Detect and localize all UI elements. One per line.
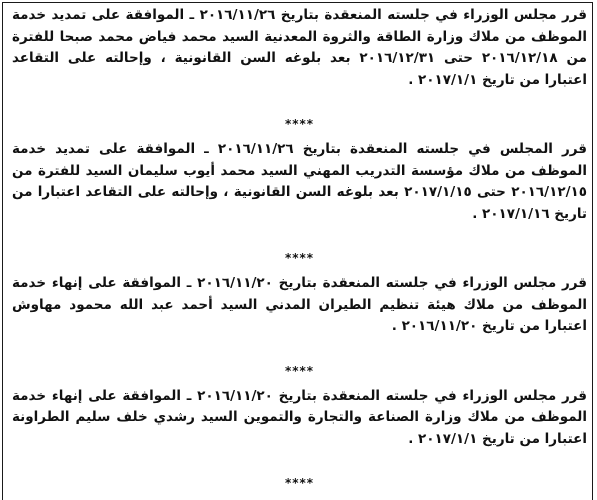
decision-paragraph-1: قرر مجلس الوزراء في جلسته المنعقدة بتاريخ ٢٠١٦/١١/٢٦ ـ الموافقة على تمديد خدمة الموظف من ملاك وزارة الطاقة والثروة المعدنية السيد محمد فياض محمد صبحا للفترة من ٢٠١٦/١٢/١٨ حتى ٢٠١٦/١٢/٣١ بعد بلوغه السن القانونية ، وإحالته على التقاعد اعتبارا من تاريخ ٢٠١٧/١/١ . [12, 7, 588, 88]
decision-paragraph-3: قرر مجلس الوزراء في جلسته المنعقدة بتاريخ ٢٠١٦/١١/٢٠ ـ الموافقة على إنهاء خدمة الموظف من ملاك هيئة تنظيم الطيران المدني السيد أحمد عبد الله محمود مهاوش اعتبارا من تاريخ ٢٠١٦/١١/٢٠ . [12, 275, 588, 334]
decision-paragraph-4: قرر مجلس الوزراء في جلسته المنعقدة بتاريخ ٢٠١٦/١١/٢٠ ـ الموافقة على إنهاء خدمة الموظف من ملاك وزارة الصناعة والتجارة والتموين السيد رشدي خلف سليم الطراونة اعتبارا من تاريخ ٢٠١٧/١/١ . [12, 387, 588, 447]
document-content [12, 5, 587, 490]
separator-3: **** [284, 363, 315, 378]
separator-4: **** [284, 476, 315, 490]
separator-2: **** [284, 251, 315, 265]
decision-paragraph-2: قرر المجلس في جلسته المنعقدة بتاريخ ٢٠١٦/١١/٢٦ ـ الموافقة على تمديد خدمة الموظف من ملاك مؤسسة التدريب المهني السيد محمد أيوب سليمان السيد للفترة من ٢٠١٦/١٢/١٥ حتى ٢٠١٧/١/١٥ بعد بلوغه السن القانونية ، وإحالته على التقاعد اعتبارا من تاريخ ٢٠١٧/١/١٦ . [12, 141, 587, 222]
separator-1: **** [284, 117, 315, 131]
